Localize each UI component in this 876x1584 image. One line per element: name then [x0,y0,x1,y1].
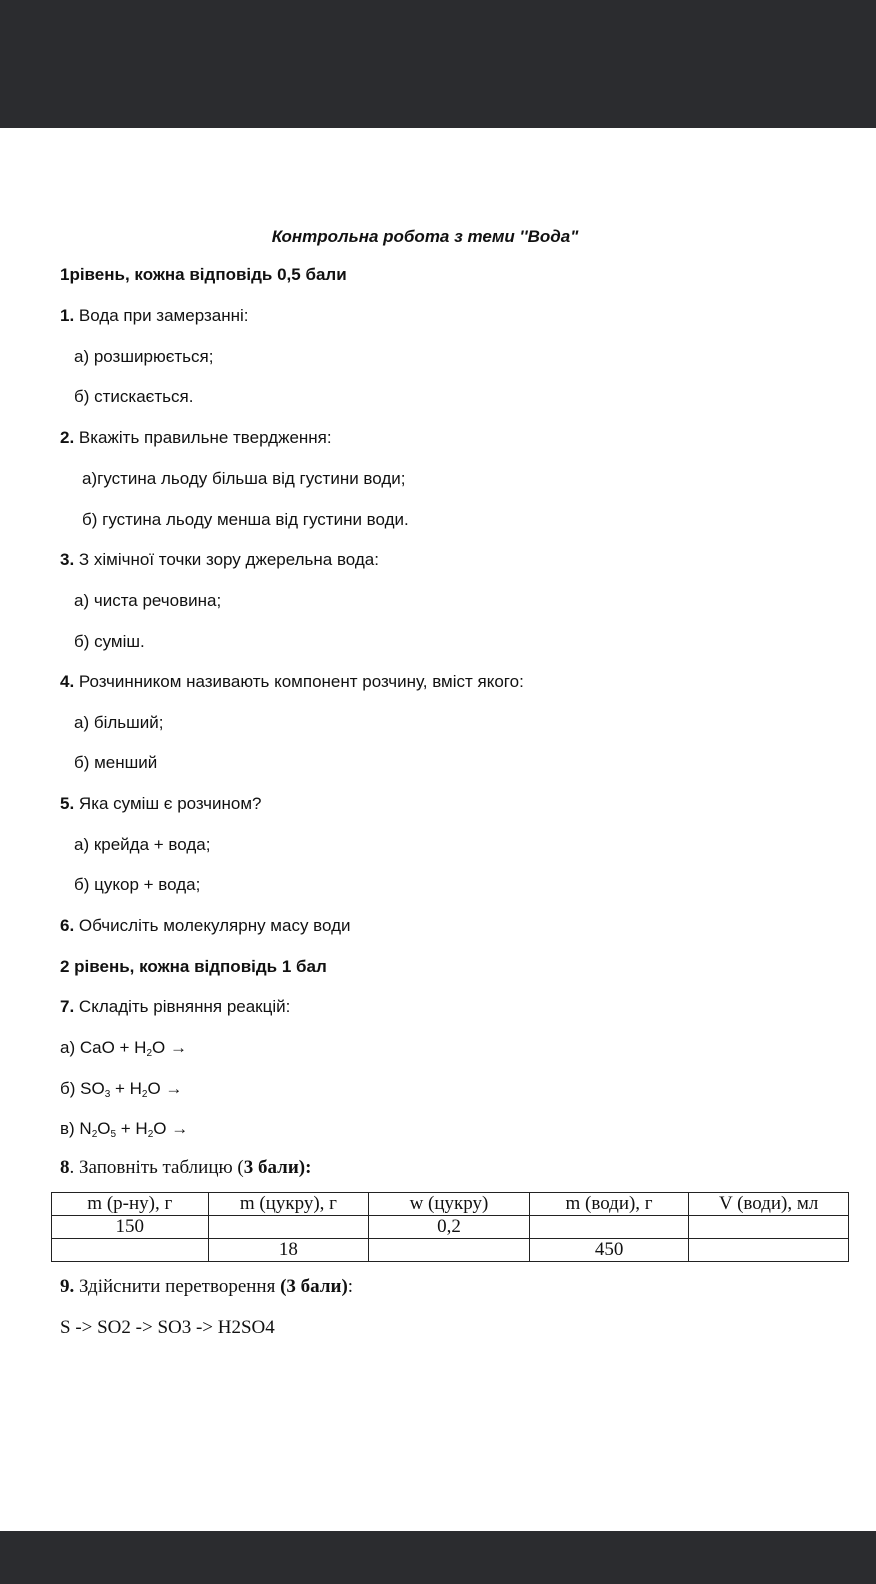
q9-chain: S -> SO2 -> SO3 -> H2SO4 [60,1317,275,1338]
question-7 [60,997,290,1017]
question-number: 9. [60,1276,75,1297]
table-cell: 0,2 [369,1216,530,1239]
data-table [51,1192,849,1262]
question-text: Вода при замерзанні: [74,306,249,325]
question-number: 6. [60,916,75,935]
table-cell [52,1239,209,1262]
question-3 [60,550,379,570]
q2-option-a: а)густина льоду більша від густини води; [82,469,406,488]
question-9: 9. Здійснити перетворення (3 бали): [60,1276,354,1297]
question-text: Яка суміш є розчином? [74,794,262,813]
q7-reaction-c: в) $N_2O_5 + H_2O$ → [60,1119,189,1140]
table-header-cell: m (р-ну), г [52,1193,209,1216]
page-title: Контрольна робота з теми ''Вода" [271,227,579,246]
table-row [52,1239,849,1262]
table-cell: 450 [529,1239,689,1262]
q1-option-b: б) стискається. [74,387,194,406]
table-cell: 150 [52,1216,209,1239]
table-header-cell: m (води), г [529,1193,689,1216]
table-cell [689,1216,849,1239]
question-5 [60,794,262,814]
question-text: Обчисліть молекулярну масу води [74,916,351,935]
question-8: 8. Заповніть таблицю (3 бали): [60,1157,312,1178]
question-text: Розчинником називають компонент розчину, вміст якого: [74,672,524,691]
q5-option-a: а) крейда + вода; [74,835,211,854]
question-number: 4. [60,672,75,691]
q7-reaction-a: а) CaO + $H_2O$ → [60,1038,187,1059]
table-cell [689,1239,849,1262]
table-cell: 18 [208,1239,369,1262]
level1-heading: 1рівень, кожна відповідь 0,5 бали [60,265,347,284]
question-6 [60,916,351,936]
question-number: 3. [60,550,75,569]
q4-option-a: а) більший; [74,713,164,732]
question-text: Здійснити перетворення [74,1276,281,1297]
top-dark-bar [0,0,876,128]
q7-reaction-b: б) $SO_3 + H_2O$ → [60,1079,183,1100]
question-text: Вкажіть правильне твердження: [74,428,332,447]
question-2 [60,428,332,448]
table-header-cell: V (води), мл [689,1193,849,1216]
table-header-cell: w (цукру) [369,1193,530,1216]
table-cell [208,1216,369,1239]
question-number: 2. [60,428,75,447]
q4-option-b: б) менший [74,753,158,772]
q3-option-b: б) суміш. [74,632,145,651]
bottom-dark-bar [0,1531,876,1584]
table-row [52,1216,849,1239]
question-number: 1. [60,306,75,325]
question-text: З хімічної точки зору джерельна вода: [74,550,379,569]
level2-heading: 2 рівень, кожна відповідь 1 бал [60,957,327,976]
table-header-cell: m (цукру), г [208,1193,369,1216]
question-text: Складіть рівняння реакцій: [74,997,291,1016]
question-number: 7. [60,997,75,1016]
table-cell [529,1216,689,1239]
q2-option-b: б) густина льоду менша від густини води. [82,510,409,529]
q3-option-a: а) чиста речовина; [74,591,222,610]
question-4 [60,672,524,692]
q1-option-a: а) розширюється; [74,347,214,366]
question-number: 5. [60,794,75,813]
question-1 [60,306,249,326]
question-text: . Заповніть таблицю ( [69,1157,244,1178]
table-header-row [52,1193,849,1216]
q5-option-b: б) цукор + вода; [74,875,201,894]
question-number: 8 [60,1157,70,1178]
table-cell [369,1239,530,1262]
